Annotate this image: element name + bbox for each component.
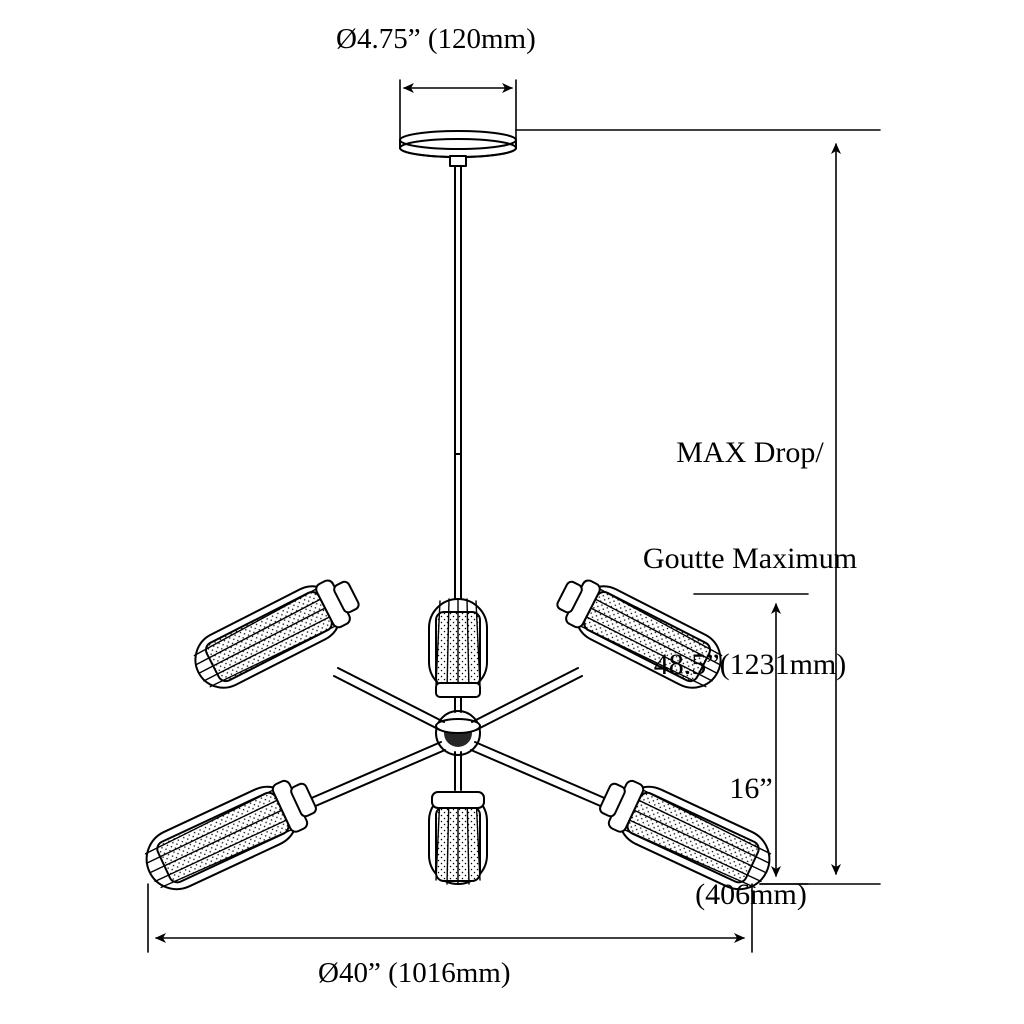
label-max-drop-line1: MAX Drop/ <box>676 435 824 469</box>
label-max-drop-line2: Goutte Maximum <box>642 541 858 575</box>
label-max-drop <box>604 364 896 753</box>
label-canopy-diameter: Ø4.75” (120mm) <box>336 23 536 55</box>
shade-bottom-center <box>429 792 487 884</box>
label-fixture-height <box>676 700 826 983</box>
label-fixture-height-line2: (406mm) <box>695 877 807 911</box>
canopy <box>400 131 516 166</box>
shade-lower-left <box>137 769 324 899</box>
label-overall-diameter: Ø40” (1016mm) <box>318 957 511 989</box>
center-hub <box>436 711 480 755</box>
shade-top-center <box>429 599 487 697</box>
label-max-drop-line3: 48.5”(1231mm) <box>653 648 847 682</box>
label-fixture-height-line1: 16” <box>729 771 773 805</box>
dimension-overall-diameter <box>148 884 752 952</box>
